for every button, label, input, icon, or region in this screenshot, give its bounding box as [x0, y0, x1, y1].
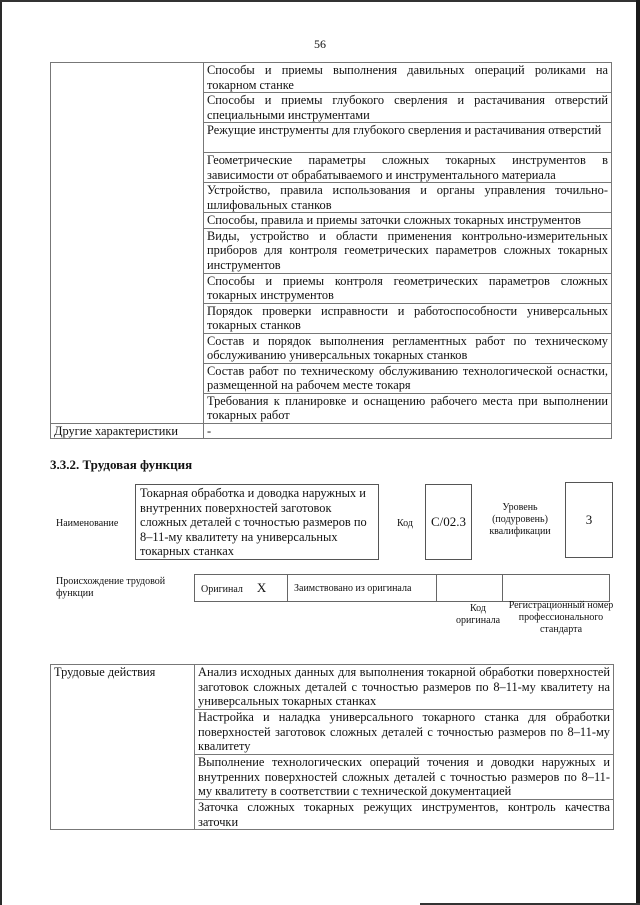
original-label: Оригинал: [201, 584, 243, 595]
page-number: 56: [314, 37, 326, 51]
knowledge-item: Состав работ по техническому обслуживанию технологической оснастки, размещенной на рабочем месте токаря: [204, 363, 612, 393]
knowledge-item: Режущие инструменты для глубокого сверления и растачивания отверстий: [204, 123, 612, 153]
labor-action-item: Выполнение технологических операций точения и доводки наружных и внутренних поверхностей сложных деталей с точностью размеров по 8–11-му квалитету в соответствии с технической документацией: [195, 755, 614, 800]
original-mark: X: [256, 580, 267, 595]
knowledge-item: Способы, правила и приемы заточки сложных токарных инструментов: [204, 213, 612, 229]
table-row: [195, 575, 610, 602]
name-label: Наименование: [56, 518, 119, 529]
table-row: [51, 665, 614, 710]
original-cell: [195, 575, 288, 602]
knowledge-item: Способы и приемы глубокого сверления и растачивания отверстий специальными инструментами: [204, 93, 612, 123]
knowledge-item: Способы и приемы контроля геометрических параметров сложных токарных инструментов: [204, 273, 612, 303]
function-code-value: C/02.3: [430, 514, 467, 529]
labor-action-item: Настройка и наладка универсального токарного станка для обработки поверхностей заготовок сложных деталей с точностью размеров по 8–11-му квалитету: [195, 710, 614, 755]
table-row: [51, 423, 612, 439]
registration-number-cell: [503, 575, 610, 602]
table-row: [51, 63, 612, 93]
qualification-level-value: 3: [585, 512, 593, 527]
other-characteristics-label: Другие характеристики: [51, 423, 204, 439]
code-label: Код: [397, 518, 413, 529]
labor-action-item: Заточка сложных токарных режущих инструментов, контроль качества заточки: [195, 800, 614, 830]
knowledge-item: Порядок проверки исправности и работоспособности универсальных токарных станков: [204, 303, 612, 333]
qualification-level-box: [565, 482, 613, 558]
labor-action-item: Анализ исходных данных для выполнения токарной обработки поверхностей заготовок сложных деталей с точностью размеров по 8–11-му квалитету на универсальных токарных станках: [195, 665, 614, 710]
origin-label: Происхождение трудовой функции: [56, 576, 166, 599]
function-name-box: Токарная обработка и доводка наружных и внутренних поверхностей заготовок сложных деталей с точностью размеров по 8–11-му квалитету на универсальных токарных станках: [135, 484, 379, 560]
function-code-box: [425, 484, 472, 560]
knowledge-item: Способы и приемы выполнения давильных операций роликами на токарном станке: [204, 63, 612, 93]
knowledge-item: Устройство, правила использования и органы управления точильно-шлифовальных станков: [204, 183, 612, 213]
labor-actions-table: [50, 664, 614, 830]
section-title: 3.3.2. Трудовая функция: [50, 457, 193, 472]
original-code-cell: [437, 575, 503, 602]
other-characteristics-value: -: [204, 423, 612, 439]
borrowed-cell: Заимствовано из оригинала: [288, 575, 437, 602]
scan-edge-right: [636, 0, 640, 905]
origin-table: [194, 574, 610, 602]
registration-number-caption: Регистрационный номер профессионального стандарта: [508, 600, 614, 635]
knowledge-label-cell: [51, 63, 204, 424]
knowledge-item: Состав и порядок выполнения регламентных работ по техническому обслуживанию универсальных токарных станков: [204, 333, 612, 363]
scan-edge-top: [0, 0, 640, 2]
labor-actions-label: Трудовые действия: [51, 665, 195, 830]
qualification-level-label: Уровень (подуровень) квалификации: [489, 502, 551, 537]
scan-edge-left: [0, 0, 2, 905]
knowledge-item: Виды, устройство и области применения контрольно-измерительных приборов для контроля геометрических параметров сложных токарных инструментов: [204, 228, 612, 273]
knowledge-item: Требования к планировке и оснащению рабочего места при выполнении токарных работ: [204, 393, 612, 423]
knowledge-item: Геометрические параметры сложных токарных инструментов в зависимости от обрабатываемого и инструментального материала: [204, 153, 612, 183]
original-code-caption: Код оригинала: [455, 603, 501, 626]
knowledge-table: [50, 62, 612, 439]
